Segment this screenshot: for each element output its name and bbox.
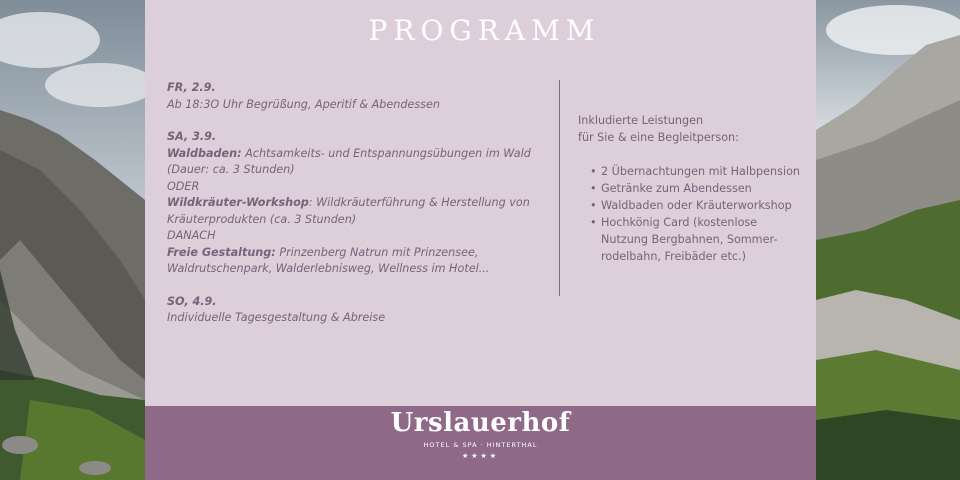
waldbaden-label: Waldbaden:	[167, 146, 242, 160]
workshop-label: Wildkräuter-Workshop	[167, 196, 309, 209]
waldbaden-line	[167, 146, 542, 163]
program-schedule	[167, 80, 542, 327]
workshop-text: : Wildkräuterführung & Herstellung von	[308, 196, 530, 209]
frei-line	[167, 245, 542, 262]
day-heading-sunday: SO, 4.9.	[167, 294, 217, 308]
list-item: • 2 Übernachtungen mit Halbpension	[578, 163, 808, 180]
vertical-divider	[559, 80, 560, 296]
workshop-line	[167, 195, 542, 212]
background-mountain-right	[816, 0, 960, 480]
footer-banner	[145, 406, 816, 480]
list-item-line-2: Nutzung Bergbahnen, Sommer-	[601, 233, 778, 246]
friday-text: Ab 18:3O Uhr Begrüßung, Aperitif & Abendessen	[167, 97, 440, 111]
waldbaden-duration: (Dauer: ca. 3 Stunden)	[167, 163, 295, 176]
workshop-text-2: Kräuterprodukten (ca. 3 Stunden)	[167, 212, 357, 226]
included-heading-2: für Sie & eine Begleitperson:	[578, 131, 739, 144]
danach-text: DANACH	[167, 229, 216, 242]
included-services	[578, 112, 808, 265]
list-item-line-3: rodelbahn, Freibäder etc.)	[601, 250, 746, 263]
page-title: PROGRAMM	[368, 14, 601, 47]
list-item-line-1: Hochkönig Card (kostenlose	[601, 216, 758, 229]
included-heading-1: Inkludierte Leistungen	[578, 114, 704, 127]
oder-text: ODER	[167, 179, 200, 193]
hotel-logo	[145, 408, 816, 460]
day-heading-saturday: SA, 3.9.	[167, 130, 217, 143]
logo-stars: ★★★★	[461, 452, 500, 460]
program-card	[145, 0, 816, 406]
frei-text-2: Waldrutschenpark, Walderlebnisweg, Wellness im Hotel...	[167, 262, 490, 275]
list-item	[578, 214, 808, 265]
logo-name: Urslauerhof	[390, 408, 571, 438]
list-item: • Waldbaden oder Kräuterworkshop	[578, 197, 808, 214]
logo-subtitle: HOTEL & SPA · HINTERTHAL	[423, 441, 538, 449]
frei-text: Prinzenberg Natrun mit Prinzensee,	[275, 245, 479, 259]
list-item: • Getränke zum Abendessen	[578, 180, 808, 197]
day-heading-friday: FR, 2.9.	[167, 81, 216, 94]
sunday-text: Individuelle Tagesgestaltung & Abreise	[167, 311, 386, 324]
included-list	[578, 163, 808, 265]
waldbaden-text: Achtsamkeits- und Entspannungsübungen im Wald	[241, 146, 531, 160]
frei-label: Freie Gestaltung:	[167, 245, 276, 259]
background-mountain-left	[0, 0, 145, 480]
